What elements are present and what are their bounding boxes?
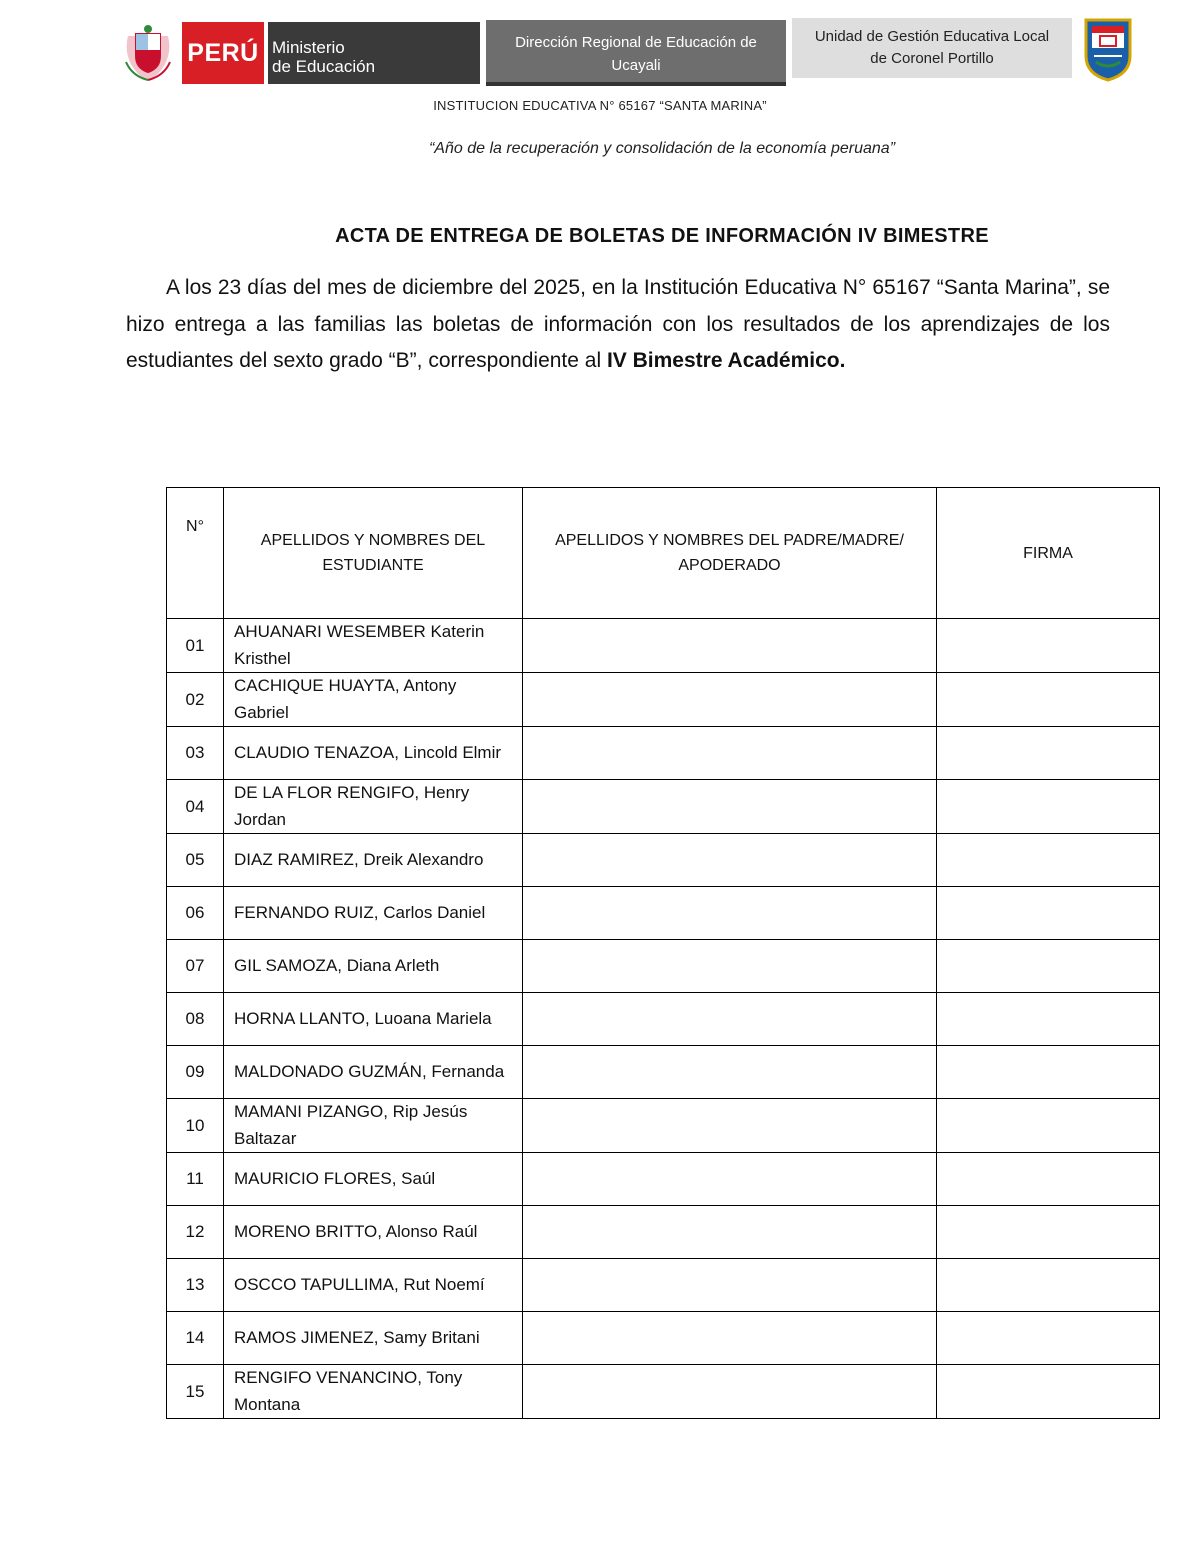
- peru-coat-of-arms-icon: [122, 22, 174, 84]
- student-name: FERNANDO RUIZ, Carlos Daniel: [224, 887, 523, 940]
- table-row: [167, 1153, 1160, 1206]
- table-row: [167, 887, 1160, 940]
- table-row: [167, 1099, 1160, 1153]
- table-row: [167, 834, 1160, 887]
- table-header-row: [167, 488, 1160, 619]
- ministry-label: [268, 22, 480, 84]
- row-number: 13: [167, 1259, 224, 1312]
- table-row: [167, 780, 1160, 834]
- signature-cell[interactable]: [937, 1312, 1160, 1365]
- row-number: 02: [167, 673, 224, 727]
- student-name: DE LA FLOR RENGIFO, Henry Jordan: [224, 780, 523, 834]
- guardian-name-cell[interactable]: [523, 1099, 937, 1153]
- ugel-label: [792, 18, 1072, 78]
- ministry-line1: Ministerio: [272, 38, 345, 57]
- signature-cell[interactable]: [937, 993, 1160, 1046]
- row-number: 06: [167, 887, 224, 940]
- signature-cell[interactable]: [937, 887, 1160, 940]
- row-number: 15: [167, 1365, 224, 1419]
- intro-paragraph: [126, 270, 1110, 380]
- signature-cell[interactable]: [937, 940, 1160, 993]
- institution-name: INSTITUCION EDUCATIVA N° 65167 “SANTA MARINA”: [433, 98, 767, 113]
- table-row: [167, 1259, 1160, 1312]
- ugel-line1: Unidad de Gestión Educativa Local: [814, 28, 1050, 45]
- student-name: RENGIFO VENANCINO, Tony Montana: [224, 1365, 523, 1419]
- ugel-line2: de Coronel Portillo: [870, 50, 994, 67]
- header-number: N°: [167, 488, 224, 619]
- dre-line2: Ucayali: [611, 57, 661, 74]
- student-name: HORNA LLANTO, Luoana Mariela: [224, 993, 523, 1046]
- signature-cell[interactable]: [937, 1365, 1160, 1419]
- table-row: [167, 1365, 1160, 1419]
- table-row: [167, 727, 1160, 780]
- student-name: GIL SAMOZA, Diana Arleth: [224, 940, 523, 993]
- student-name: MALDONADO GUZMÁN, Fernanda: [224, 1046, 523, 1099]
- guardian-name-cell[interactable]: [523, 1365, 937, 1419]
- year-motto: “Año de la recuperación y consolidación de la economía peruana”: [428, 140, 896, 157]
- row-number: 08: [167, 993, 224, 1046]
- header-student: APELLIDOS Y NOMBRES DEL ESTUDIANTE: [224, 488, 523, 619]
- table-row: [167, 1312, 1160, 1365]
- table-row: [167, 619, 1160, 673]
- signature-cell[interactable]: [937, 1206, 1160, 1259]
- student-name: DIAZ RAMIREZ, Dreik Alexandro: [224, 834, 523, 887]
- student-name: RAMOS JIMENEZ, Samy Britani: [224, 1312, 523, 1365]
- table-row: [167, 1206, 1160, 1259]
- peru-label: PERÚ: [182, 22, 264, 84]
- row-number: 14: [167, 1312, 224, 1365]
- guardian-name-cell[interactable]: [523, 1259, 937, 1312]
- ministry-line2: de Educación: [272, 57, 376, 76]
- row-number: 05: [167, 834, 224, 887]
- guardian-name-cell[interactable]: [523, 727, 937, 780]
- guardian-name-cell[interactable]: [523, 1206, 937, 1259]
- student-name: OSCCO TAPULLIMA, Rut Noemí: [224, 1259, 523, 1312]
- signature-cell[interactable]: [937, 1259, 1160, 1312]
- guardian-name-cell[interactable]: [523, 673, 937, 727]
- ugel-crest-icon: [1082, 16, 1134, 84]
- table-row: [167, 940, 1160, 993]
- signature-cell[interactable]: [937, 1046, 1160, 1099]
- signature-cell[interactable]: [937, 1153, 1160, 1206]
- signature-cell[interactable]: [937, 780, 1160, 834]
- guardian-name-cell[interactable]: [523, 1046, 937, 1099]
- guardian-name-cell[interactable]: [523, 1312, 937, 1365]
- guardian-name-cell[interactable]: [523, 887, 937, 940]
- table-body: [167, 619, 1160, 1419]
- row-number: 07: [167, 940, 224, 993]
- guardian-name-cell[interactable]: [523, 1153, 937, 1206]
- row-number: 10: [167, 1099, 224, 1153]
- header-guardian: APELLIDOS Y NOMBRES DEL PADRE/MADRE/ APODERADO: [523, 488, 937, 619]
- guardian-name-cell[interactable]: [523, 834, 937, 887]
- signature-cell[interactable]: [937, 673, 1160, 727]
- row-number: 12: [167, 1206, 224, 1259]
- student-name: CLAUDIO TENAZOA, Lincold Elmir: [224, 727, 523, 780]
- row-number: 11: [167, 1153, 224, 1206]
- table-row: [167, 1046, 1160, 1099]
- guardian-name-cell[interactable]: [523, 780, 937, 834]
- signature-cell[interactable]: [937, 619, 1160, 673]
- intro-bold-text: IV Bimestre Académico.: [606, 349, 846, 372]
- guardian-name-cell[interactable]: [523, 619, 937, 673]
- signature-cell[interactable]: [937, 834, 1160, 887]
- dre-label: [486, 20, 786, 86]
- document-title: ACTA DE ENTREGA DE BOLETAS DE INFORMACIÓN IV BIMESTRE: [335, 225, 989, 247]
- table-row: [167, 673, 1160, 727]
- student-name: MORENO BRITTO, Alonso Raúl: [224, 1206, 523, 1259]
- signature-cell[interactable]: [937, 727, 1160, 780]
- header-signature: FIRMA: [937, 488, 1160, 619]
- delivery-table: [166, 487, 1160, 1419]
- student-name: MAURICIO FLORES, Saúl: [224, 1153, 523, 1206]
- row-number: 04: [167, 780, 224, 834]
- table-row: [167, 993, 1160, 1046]
- row-number: 09: [167, 1046, 224, 1099]
- letterhead: [118, 16, 1138, 88]
- guardian-name-cell[interactable]: [523, 993, 937, 1046]
- row-number: 03: [167, 727, 224, 780]
- signature-cell[interactable]: [937, 1099, 1160, 1153]
- student-name: MAMANI PIZANGO, Rip Jesús Baltazar: [224, 1099, 523, 1153]
- student-name: CACHIQUE HUAYTA, Antony Gabriel: [224, 673, 523, 727]
- intro-text: A los 23 días del mes de diciembre del 2025, en la Institución Educativa N° 65167 “Santa Marina”, se hizo entrega a las familias las boletas de información con los resultados de los aprendizajes de los estudiantes del sexto grado “B”, correspondiente al: [126, 276, 1110, 372]
- dre-line1: Dirección Regional de Educación de: [515, 34, 757, 51]
- guardian-name-cell[interactable]: [523, 940, 937, 993]
- student-name: AHUANARI WESEMBER Katerin Kristhel: [224, 619, 523, 673]
- row-number: 01: [167, 619, 224, 673]
